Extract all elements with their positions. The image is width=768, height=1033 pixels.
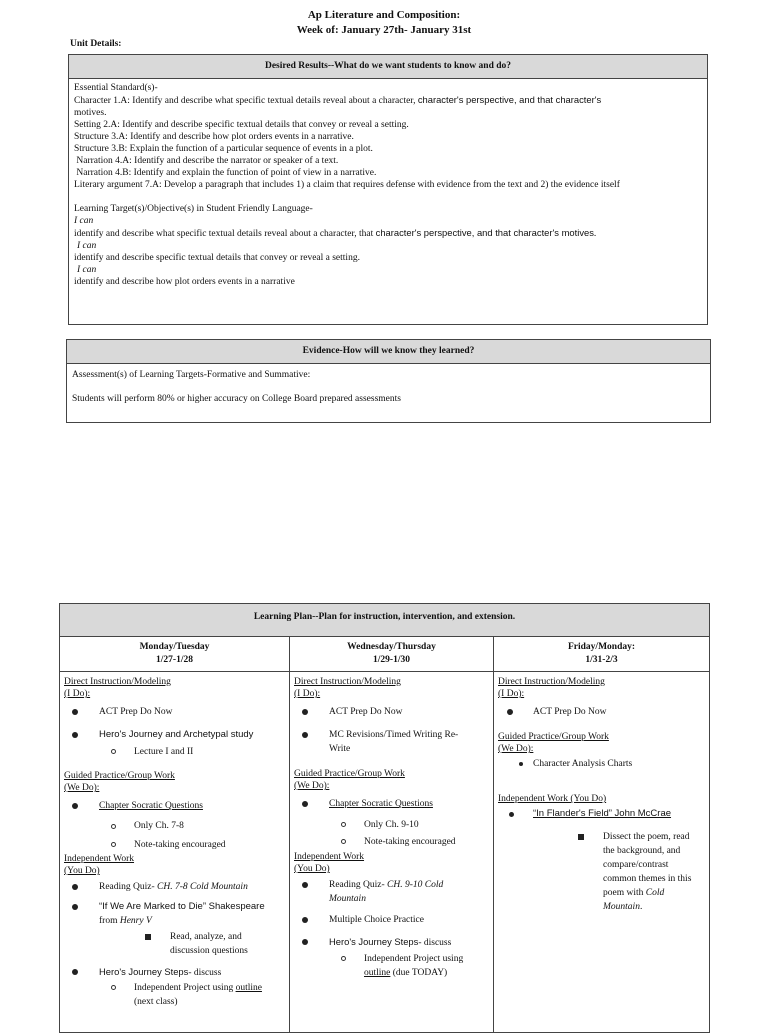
assessment-label: Assessment(s) of Learning Targets-Formative and Summative:	[72, 370, 311, 380]
bullet-icon	[302, 939, 308, 945]
essential-standards-label: Essential Standard(s)-	[74, 83, 158, 93]
bullet-icon	[509, 812, 514, 817]
poem-task-2: the background, and	[603, 846, 681, 856]
learning-plan-box	[59, 603, 710, 1033]
note-taking-item: Note-taking encouraged	[134, 840, 226, 850]
column-monday-tuesday	[60, 637, 290, 1032]
standard-narration-b: Narration 4.B: Identify and explain the function of point of view in a narrative.	[74, 168, 377, 178]
direct-instruction-label: Direct Instruction/Modeling	[64, 677, 171, 687]
evidence-box	[66, 339, 711, 423]
poem-task-6: Mountain.	[603, 902, 643, 912]
target-character: identify and describe what specific textual details reveal about a character, that character's perspective, and that character's motives.	[74, 227, 597, 239]
sub-bullet-icon	[341, 956, 346, 961]
square-bullet-icon	[145, 934, 151, 940]
bullet-icon	[519, 762, 523, 766]
poem-task-1: Dissect the poem, read	[603, 832, 690, 842]
independent-work-label: Independent Work	[64, 854, 135, 864]
standard-structure-b: Structure 3.B: Explain the function of a particular sequence of events in a plot.	[74, 144, 373, 154]
column-header: Friday/Monday: 1/31-2/3	[494, 637, 709, 672]
desired-results-heading: Desired Results--What do we want students to know and do?	[69, 55, 707, 79]
bullet-icon	[72, 732, 78, 738]
due-today-item: outline (due TODAY)	[364, 968, 448, 978]
mc-revisions-cont: Write	[329, 744, 351, 754]
lecture-item: Lecture I and II	[134, 747, 194, 757]
independent-work-label: Independent Work	[294, 852, 365, 862]
bullet-icon	[72, 969, 78, 975]
bullet-icon	[72, 803, 78, 809]
assessment-criteria: Students will perform 80% or higher accuracy on College Board prepared assessments	[72, 394, 401, 404]
guided-practice-label: Guided Practice/Group Work	[294, 769, 405, 779]
evidence-heading: Evidence-How will we know they learned?	[67, 340, 710, 364]
bullet-icon	[302, 882, 308, 888]
youdo-label: (You Do)	[64, 866, 100, 876]
poem-task-5: poem with Cold	[603, 888, 665, 898]
next-class-item: (next class)	[134, 997, 178, 1007]
document-title: Ap Literature and Composition:	[307, 9, 461, 21]
wedo-label: (We Do):	[64, 783, 100, 793]
target-plot: identify and describe how plot orders events in a narrative	[74, 277, 295, 287]
bullet-icon	[302, 917, 308, 923]
youdo-label: (You Do)	[294, 864, 330, 874]
ido-label: (I Do):	[294, 689, 321, 699]
poem-task-3: compare/contrast	[603, 860, 669, 870]
character-analysis-item: Character Analysis Charts	[533, 759, 633, 769]
i-can-2: I can	[77, 241, 97, 251]
independent-work-label: Independent Work (You Do)	[498, 794, 607, 804]
ido-label: (I Do):	[498, 689, 525, 699]
standard-narration-a: Narration 4.A: Identify and describe the narrator or speaker of a text.	[74, 156, 339, 166]
column-friday-monday	[494, 637, 709, 1032]
act-prep-item: ACT Prep Do Now	[533, 707, 607, 717]
direct-instruction-label: Direct Instruction/Modeling	[498, 677, 605, 687]
reading-quiz-item: Reading Quiz- CH. 9-10 Cold	[329, 880, 444, 890]
standard-structure-a: Structure 3.A: Identify and describe how plot orders events in a narrative.	[74, 132, 354, 142]
standard-character-cont: motives.	[74, 108, 107, 118]
learning-plan-heading: Learning Plan--Plan for instruction, intervention, and extension.	[60, 604, 709, 637]
guided-practice-label: Guided Practice/Group Work	[64, 771, 175, 781]
learning-targets-label: Learning Target(s)/Objective(s) in Student Friendly Language-	[74, 204, 313, 214]
independent-project-item: Independent Project using	[364, 954, 464, 964]
act-prep-item: ACT Prep Do Now	[329, 707, 403, 717]
sub-bullet-icon	[111, 842, 116, 847]
wedo-label: (We Do):	[294, 781, 330, 791]
note-taking-item: Note-taking encouraged	[364, 837, 456, 847]
from-henry-item: from Henry V	[99, 916, 152, 926]
sub-bullet-icon	[111, 749, 116, 754]
only-chapters-item: Only Ch. 7-8	[134, 821, 184, 831]
mc-revisions-item: MC Revisions/Timed Writing Re-	[329, 730, 459, 740]
sub-bullet-icon	[111, 985, 116, 990]
direct-instruction-label: Direct Instruction/Modeling	[294, 677, 401, 687]
reading-quiz-item: Reading Quiz- CH. 7-8 Cold Mountain	[99, 882, 248, 892]
bullet-icon	[302, 801, 308, 807]
journey-steps-item: Hero's Journey Steps- discuss	[99, 966, 222, 978]
socratic-questions-item: Chapter Socratic Questions	[99, 801, 203, 811]
i-can-3: I can	[77, 265, 97, 275]
reading-quiz-cont: Mountain	[329, 894, 366, 904]
ido-label: (I Do):	[64, 689, 91, 699]
week-label: Week of: January 27th- January 31st	[296, 24, 472, 36]
sub-bullet-icon	[111, 824, 116, 829]
bullet-icon	[302, 732, 308, 738]
socratic-questions-item: Chapter Socratic Questions	[329, 799, 433, 809]
only-chapters-item: Only Ch. 9-10	[364, 820, 419, 830]
flanders-field-item: “In Flander's Field” John McCrae	[533, 808, 672, 819]
guided-practice-label: Guided Practice/Group Work	[498, 732, 609, 742]
square-bullet-icon	[578, 834, 584, 840]
heros-journey-item: Hero's Journey and Archetypal study	[99, 729, 254, 740]
unit-details-label: Unit Details:	[70, 39, 122, 49]
read-analyze-item: Read, analyze, and	[170, 932, 242, 942]
bullet-icon	[507, 709, 513, 715]
bullet-icon	[302, 709, 308, 715]
journey-steps-item: Hero's Journey Steps- discuss	[329, 936, 452, 948]
column-wednesday-thursday	[290, 637, 494, 1032]
standard-character: Character 1.A: Identify and describe what specific textual details reveal about a character, character's perspective, and that character's	[74, 94, 602, 106]
discussion-questions-item: discussion questions	[170, 946, 248, 956]
desired-results-box	[68, 54, 708, 325]
sub-bullet-icon	[341, 839, 346, 844]
column-header: Monday/Tuesday 1/27-1/28	[60, 637, 289, 672]
wedo-label: (We Do):	[498, 744, 534, 754]
target-setting: identify and describe specific textual details that convey or reveal a setting.	[74, 253, 360, 263]
bullet-icon	[72, 904, 78, 910]
column-header: Wednesday/Thursday 1/29-1/30	[290, 637, 493, 672]
marked-to-die-item: “If We Are Marked to Die” Shakespeare	[99, 901, 265, 912]
poem-task-4: common themes in this	[603, 874, 692, 884]
i-can-1: I can	[74, 216, 94, 226]
multiple-choice-item: Multiple Choice Practice	[329, 915, 424, 925]
bullet-icon	[72, 709, 78, 715]
sub-bullet-icon	[341, 822, 346, 827]
act-prep-item: ACT Prep Do Now	[99, 707, 173, 717]
bullet-icon	[72, 884, 78, 890]
standard-literary-argument: Literary argument 7.A: Develop a paragraph that includes 1) a claim that requires defense with evidence from the text and 2) the evidence itself	[74, 180, 620, 190]
independent-project-item: Independent Project using outline	[134, 983, 262, 993]
standard-setting: Setting 2.A: Identify and describe specific textual details that convey or reveal a setting.	[74, 120, 409, 130]
